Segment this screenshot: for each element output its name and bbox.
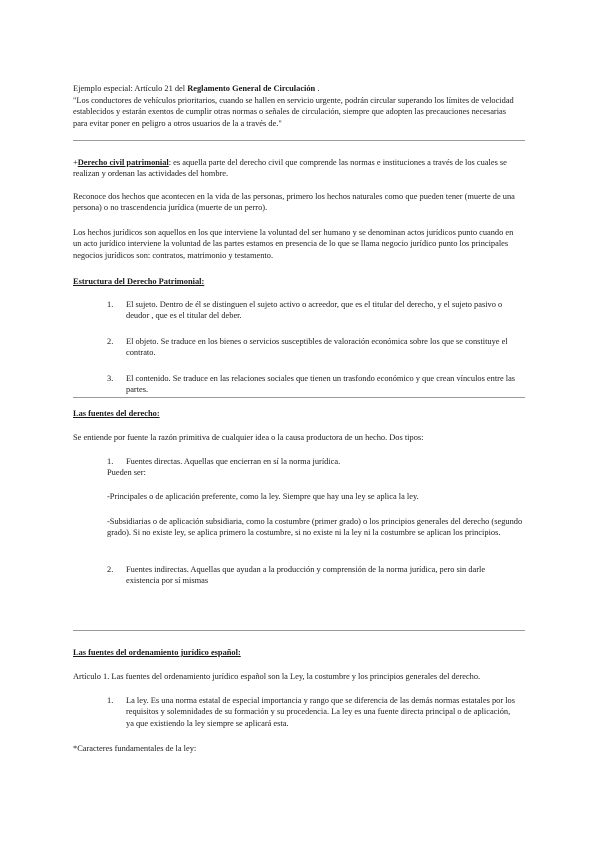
caracteres-ley: *Caracteres fundamentales de la ley:	[73, 744, 197, 753]
patrimonial-paragraph-2: Reconoce dos hechos que acontecen en la vida de las personas, primero los hechos naturales como que pueden tener (muerte de una persona) o no trascendencia jurídica (muerte de un perro).	[73, 192, 515, 213]
divider	[73, 397, 525, 398]
patrimonial-paragraph-3: Los hechos jurídicos son aquellos en los que interviene la voluntad del ser humano y se denominan actos jurídicos punto cuando en un acto jurídico interviene la voluntad de las partes estamos en presencia de lo que se llama negocio jurídico punto los principales negocios jurídicos son: contratos, matrimonio y testamento.	[73, 228, 514, 260]
list-number: 2.	[107, 337, 114, 346]
fuentes-subsidiarias: -Subsidiarias o de aplicación subsidiaria, como la costumbre (primer grado) o los principios generales del derecho (segundo grado). Si no existe ley, se aplica primero la costumbre, si no existe ni la ley ni la costumbre se aplican los principios.	[107, 517, 523, 538]
estructura-heading: Estructura del Derecho Patrimonial:	[73, 277, 205, 286]
ordenamiento-articulo: Artículo 1. Las fuentes del ordenamiento jurídico español son la Ley, la costumbre y los principios generales del derecho.	[73, 672, 481, 681]
fuentes-heading: Las fuentes del derecho:	[73, 409, 160, 418]
example-prefix: Ejemplo especial: Artículo 21 del	[73, 84, 188, 93]
list-number: 2.	[107, 565, 114, 574]
patrimonial-definition	[73, 157, 521, 180]
patrimonial-prefix: +	[73, 158, 78, 167]
patrimonial-rest: : es aquella parte del derecho civil que comprende las normas e instituciones a través de los cuales se realizan y ordenan las actividades del hombre.	[73, 158, 507, 179]
list-number: 1.	[107, 696, 114, 705]
list-number: 1.	[107, 300, 114, 309]
list-item: El contenido. Se traduce en las relaciones sociales que tienen un trasfondo económico y que crean vínculos entre las partes.	[126, 374, 516, 395]
patrimonial-term: Derecho civil patrimonial	[77, 158, 169, 167]
example-suffix: .	[315, 84, 320, 93]
list-number: 3.	[107, 374, 114, 383]
fuentes-indirectas: Fuentes indirectas. Aquellas que ayudan a la producción y comprensión de la norma jurídica, pero sin darle existencia por sí mismas	[126, 565, 486, 586]
la-ley-item: La ley. Es una norma estatal de especial importancia y rango que se diferencia de las demás normas estatales por los requisitos y solemnidades de su formación y su procedencia. La ley es una fuente directa principal o de aplicación, ya que existiendo la ley siempre se aplicará esta.	[126, 696, 515, 728]
list-item: El sujeto. Dentro de él se distinguen el sujeto activo o acreedor, que es el titular del derecho, y el sujeto pasivo o deudor , que es el titular del deber.	[126, 300, 503, 321]
ordenamiento-heading: Las fuentes del ordenamiento jurídico español:	[73, 648, 241, 657]
fuentes-directas: Fuentes directas. Aquellas que encierran en sí la norma jurídica.	[126, 457, 341, 466]
example-bold-title: Reglamento General de Circulación	[187, 84, 316, 93]
divider	[73, 630, 525, 631]
fuentes-intro: Se entiende por fuente la razón primitiva de cualquier idea o la causa productora de un hecho. Dos tipos:	[73, 433, 424, 442]
list-item: El objeto. Se traduce en los bienes o servicios susceptibles de valoración económica sobre los que se constituye el contrato.	[126, 337, 508, 358]
fuentes-principales: -Principales o de aplicación preferente, como la ley. Siempre que hay una ley se aplica la ley.	[107, 492, 419, 501]
list-number: 1.	[107, 457, 114, 466]
pueden-ser: Pueden ser:	[107, 468, 146, 477]
example-quote: "Los conductores de vehículos prioritarios, cuando se hallen en servicio urgente, podrán circular superando los límites de velocidad establecidos y estarán exentos de cumplir otras normas o señales de circulación, siempre que adopten las precauciones necesarias para evitar poner en peligro a otros usuarios de la a través de."	[73, 96, 514, 128]
divider	[73, 140, 525, 141]
example-line	[73, 83, 521, 94]
